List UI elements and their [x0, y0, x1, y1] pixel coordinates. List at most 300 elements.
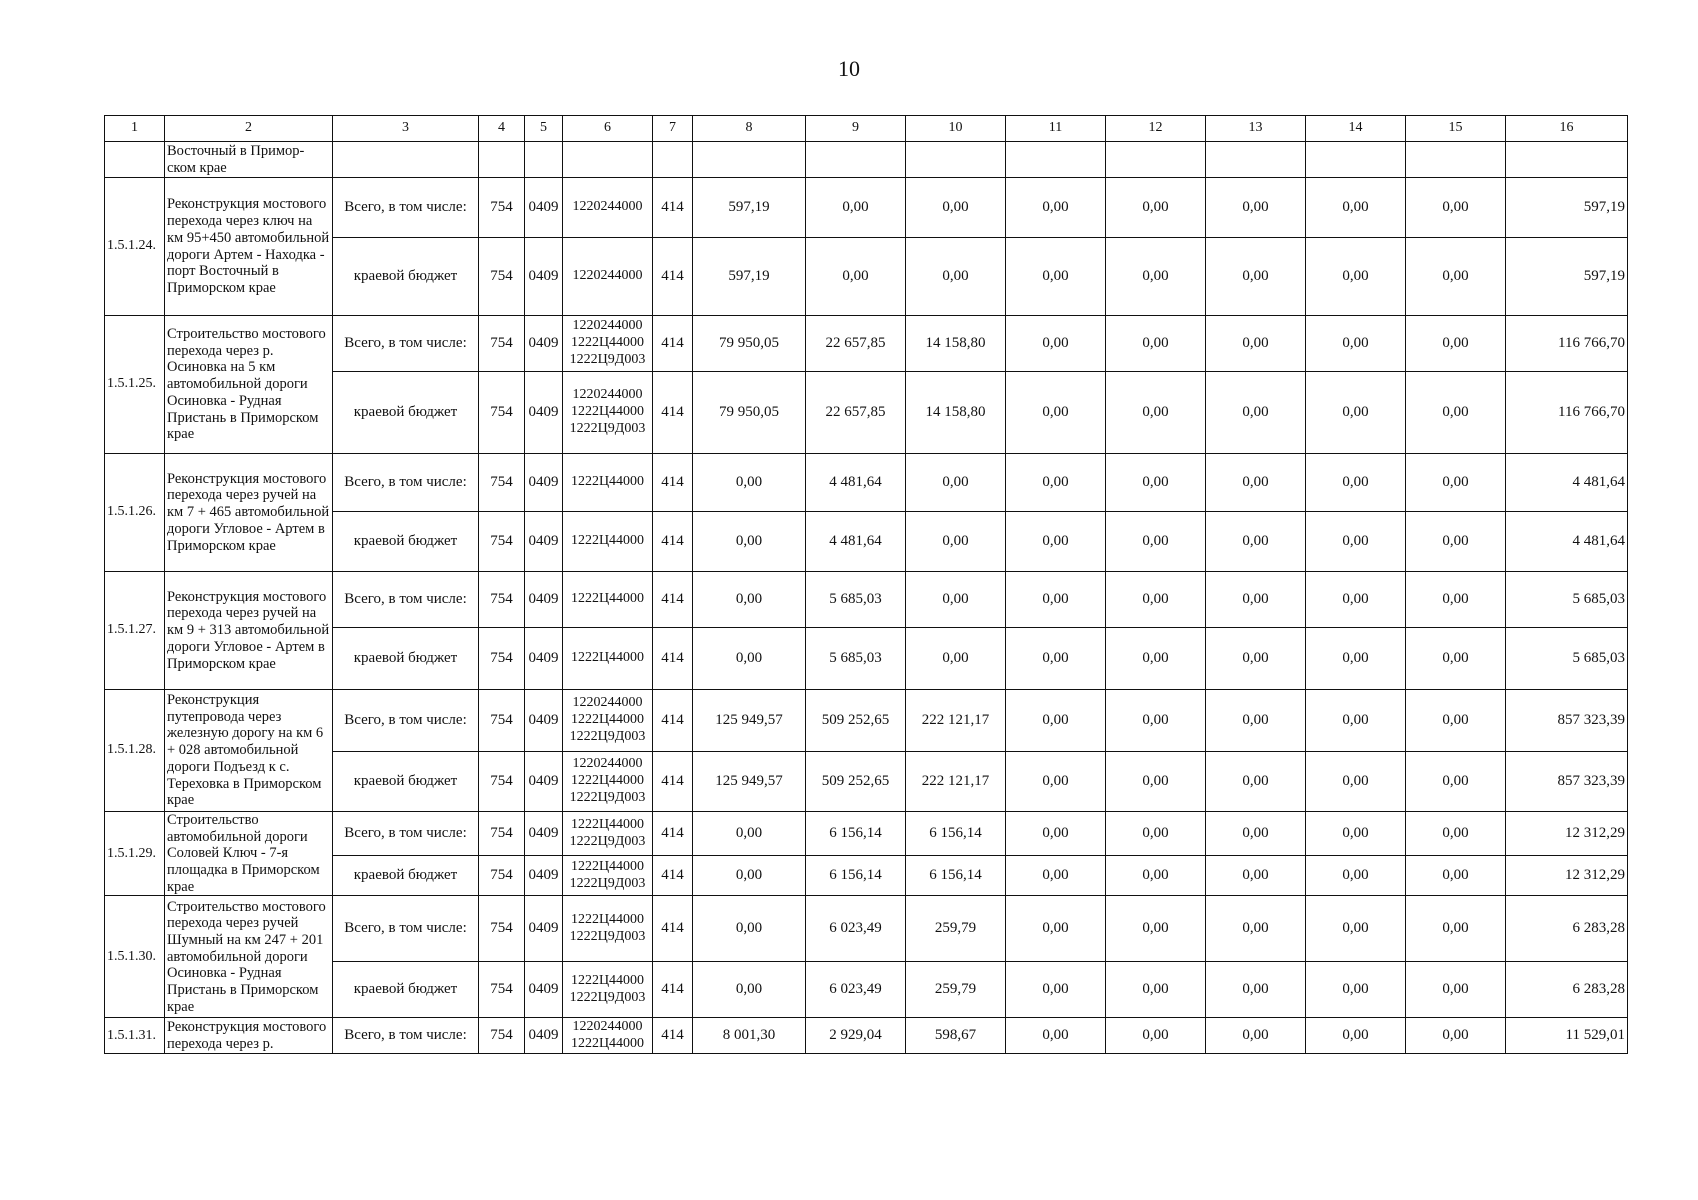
target-article-line: 1220244000	[572, 318, 643, 334]
year-value: 0,00	[1306, 962, 1406, 1018]
year-value: 4 481,64	[806, 512, 906, 572]
target-article-code	[563, 512, 653, 572]
year-value: 0,00	[1206, 690, 1306, 752]
section-code: 0409	[525, 178, 563, 238]
target-article-code	[563, 454, 653, 512]
total-value: 4 481,64	[1506, 454, 1628, 512]
year-value: 0,00	[1106, 572, 1206, 628]
year-value: 0,00	[1106, 316, 1206, 372]
empty-cell	[525, 142, 563, 178]
table-row	[105, 812, 1628, 856]
section-code: 0409	[525, 238, 563, 316]
budget-table	[104, 115, 1628, 1054]
year-value: 0,00	[1106, 512, 1206, 572]
target-article-code	[563, 812, 653, 856]
target-article-line: 1222Ц9Д003	[569, 928, 646, 944]
header-row	[105, 116, 1628, 142]
year-value: 0,00	[1106, 1018, 1206, 1054]
total-value: 12 312,29	[1506, 856, 1628, 896]
target-article-code	[563, 690, 653, 752]
item-code: 1.5.1.27.	[105, 572, 165, 690]
expense-type-code: 414	[653, 896, 693, 962]
table-row	[105, 316, 1628, 372]
funding-source: Всего, в том числе:	[333, 454, 479, 512]
section-code: 0409	[525, 752, 563, 812]
total-value: 597,19	[1506, 178, 1628, 238]
year-value: 0,00	[693, 896, 806, 962]
target-article-line: 1222Ц44000	[570, 973, 645, 989]
target-article-line: 1222Ц9Д003	[569, 351, 646, 367]
year-value: 0,00	[1406, 178, 1506, 238]
table-body	[105, 142, 1628, 1054]
year-value: 0,00	[1106, 690, 1206, 752]
total-value: 5 685,03	[1506, 572, 1628, 628]
item-code: 1.5.1.26.	[105, 454, 165, 572]
year-value: 0,00	[1306, 752, 1406, 812]
empty-cell	[333, 142, 479, 178]
year-value: 0,00	[906, 454, 1006, 512]
year-value: 0,00	[1006, 1018, 1106, 1054]
year-value: 0,00	[806, 238, 906, 316]
target-article-line: 1222Ц9Д003	[569, 728, 646, 744]
year-value: 5 685,03	[806, 572, 906, 628]
item-name: Реконструкция путепровода через железную дорогу на км 6 + 028 автомобильной дороги Подъезд к с. Тереховка в Приморском крае	[165, 690, 333, 812]
expense-type-code: 414	[653, 812, 693, 856]
year-value: 0,00	[1206, 454, 1306, 512]
year-value: 0,00	[1406, 512, 1506, 572]
header-cell: 11	[1006, 116, 1106, 142]
year-value: 0,00	[1206, 1018, 1306, 1054]
funding-source: краевой бюджет	[333, 752, 479, 812]
ministry-code: 754	[479, 178, 525, 238]
header-cell: 2	[165, 116, 333, 142]
expense-type-code: 414	[653, 372, 693, 454]
year-value: 0,00	[806, 178, 906, 238]
year-value: 0,00	[1206, 962, 1306, 1018]
year-value: 0,00	[1106, 178, 1206, 238]
section-code: 0409	[525, 962, 563, 1018]
ministry-code: 754	[479, 690, 525, 752]
ministry-code: 754	[479, 316, 525, 372]
item-code: 1.5.1.31.	[105, 1018, 165, 1054]
year-value: 0,00	[1306, 812, 1406, 856]
page-number: 10	[838, 56, 860, 81]
funding-source: краевой бюджет	[333, 238, 479, 316]
target-article-code	[563, 628, 653, 690]
year-value: 6 156,14	[806, 812, 906, 856]
total-value: 11 529,01	[1506, 1018, 1628, 1054]
table-row	[105, 372, 1628, 454]
year-value: 0,00	[1306, 690, 1406, 752]
ministry-code: 754	[479, 372, 525, 454]
year-value: 0,00	[1006, 372, 1106, 454]
year-value: 0,00	[1006, 238, 1106, 316]
target-article-line: 1222Ц44000	[570, 650, 645, 666]
expense-type-code: 414	[653, 856, 693, 896]
table-row	[105, 752, 1628, 812]
year-value: 0,00	[1006, 962, 1106, 1018]
empty-cell	[1406, 142, 1506, 178]
ministry-code: 754	[479, 856, 525, 896]
total-value: 4 481,64	[1506, 512, 1628, 572]
section-code: 0409	[525, 856, 563, 896]
year-value: 0,00	[1406, 454, 1506, 512]
year-value: 0,00	[1306, 1018, 1406, 1054]
year-value: 0,00	[1206, 752, 1306, 812]
ministry-code: 754	[479, 1018, 525, 1054]
target-article-code	[563, 752, 653, 812]
table-row	[105, 178, 1628, 238]
year-value: 6 156,14	[906, 812, 1006, 856]
year-value: 222 121,17	[906, 690, 1006, 752]
section-code: 0409	[525, 690, 563, 752]
item-name: Строительство мостового перехода через ручей Шумный на км 247 + 201 автомобильной дороги Осиновка - Рудная Пристань в Приморском крае	[165, 896, 333, 1018]
target-article-code	[563, 856, 653, 896]
year-value: 0,00	[693, 856, 806, 896]
empty-cell	[1306, 142, 1406, 178]
expense-type-code: 414	[653, 690, 693, 752]
year-value: 509 252,65	[806, 752, 906, 812]
year-value: 0,00	[1106, 454, 1206, 512]
section-code: 0409	[525, 372, 563, 454]
year-value: 222 121,17	[906, 752, 1006, 812]
target-article-line: 1222Ц44000	[570, 474, 645, 490]
section-code: 0409	[525, 1018, 563, 1054]
expense-type-code: 414	[653, 238, 693, 316]
header-cell: 6	[563, 116, 653, 142]
item-name: Реконструкция мостового перехода через р.	[165, 1018, 333, 1054]
funding-source: Всего, в том числе:	[333, 896, 479, 962]
item-code: 1.5.1.25.	[105, 316, 165, 454]
target-article-line: 1222Ц44000	[570, 335, 645, 351]
year-value: 22 657,85	[806, 372, 906, 454]
funding-source: краевой бюджет	[333, 856, 479, 896]
year-value: 125 949,57	[693, 752, 806, 812]
year-value: 0,00	[693, 812, 806, 856]
year-value: 597,19	[693, 238, 806, 316]
year-value: 0,00	[1106, 628, 1206, 690]
expense-type-code: 414	[653, 962, 693, 1018]
target-article-line: 1220244000	[572, 387, 643, 403]
continuation-name: Восточный в Примор-ском крае	[165, 142, 333, 178]
target-article-code	[563, 316, 653, 372]
empty-cell	[1106, 142, 1206, 178]
header-cell: 9	[806, 116, 906, 142]
year-value: 14 158,80	[906, 316, 1006, 372]
total-value: 597,19	[1506, 238, 1628, 316]
year-value: 0,00	[1306, 628, 1406, 690]
ministry-code: 754	[479, 512, 525, 572]
year-value: 0,00	[906, 178, 1006, 238]
target-article-line: 1220244000	[572, 268, 643, 284]
empty-cell	[1206, 142, 1306, 178]
target-article-line: 1222Ц44000	[570, 404, 645, 420]
year-value: 0,00	[1006, 690, 1106, 752]
item-code: 1.5.1.28.	[105, 690, 165, 812]
item-code: 1.5.1.24.	[105, 178, 165, 316]
table-row	[105, 856, 1628, 896]
year-value: 0,00	[1206, 238, 1306, 316]
year-value: 0,00	[693, 454, 806, 512]
ministry-code: 754	[479, 812, 525, 856]
item-name: Реконструкция мостового перехода через ручей на км 7 + 465 автомобильной дороги Угловое - Артем в Приморском крае	[165, 454, 333, 572]
header-cell: 10	[906, 116, 1006, 142]
expense-type-code: 414	[653, 512, 693, 572]
year-value: 79 950,05	[693, 316, 806, 372]
target-article-line: 1222Ц44000	[570, 533, 645, 549]
section-code: 0409	[525, 896, 563, 962]
ministry-code: 754	[479, 962, 525, 1018]
funding-source: Всего, в том числе:	[333, 572, 479, 628]
year-value: 0,00	[1206, 372, 1306, 454]
target-article-code	[563, 896, 653, 962]
header-cell: 13	[1206, 116, 1306, 142]
empty-cell	[806, 142, 906, 178]
target-article-line: 1222Ц9Д003	[569, 789, 646, 805]
header-cell: 1	[105, 116, 165, 142]
year-value: 14 158,80	[906, 372, 1006, 454]
year-value: 0,00	[1306, 238, 1406, 316]
table-row	[105, 628, 1628, 690]
empty-cell	[563, 142, 653, 178]
target-article-line: 1220244000	[572, 695, 643, 711]
funding-source: Всего, в том числе:	[333, 1018, 479, 1054]
code-cell	[105, 142, 165, 178]
header-cell: 4	[479, 116, 525, 142]
year-value: 0,00	[1106, 896, 1206, 962]
year-value: 6 156,14	[906, 856, 1006, 896]
item-name: Реконструкция мостового перехода через ручей на км 9 + 313 автомобильной дороги Угловое - Артем в Приморском крае	[165, 572, 333, 690]
item-name: Строительство автомобильной дороги Соловей Ключ - 7-я площадка в Приморском крае	[165, 812, 333, 896]
target-article-code	[563, 372, 653, 454]
target-article-line: 1222Ц9Д003	[569, 875, 646, 891]
item-code: 1.5.1.29.	[105, 812, 165, 896]
year-value: 22 657,85	[806, 316, 906, 372]
year-value: 0,00	[1306, 316, 1406, 372]
expense-type-code: 414	[653, 572, 693, 628]
expense-type-code: 414	[653, 752, 693, 812]
expense-type-code: 414	[653, 178, 693, 238]
funding-source: краевой бюджет	[333, 372, 479, 454]
funding-source: краевой бюджет	[333, 962, 479, 1018]
year-value: 0,00	[1306, 896, 1406, 962]
year-value: 0,00	[1106, 962, 1206, 1018]
item-code: 1.5.1.30.	[105, 896, 165, 1018]
year-value: 0,00	[1006, 572, 1106, 628]
total-value: 5 685,03	[1506, 628, 1628, 690]
year-value: 0,00	[906, 628, 1006, 690]
year-value: 0,00	[1406, 812, 1506, 856]
target-article-line: 1222Ц9Д003	[569, 989, 646, 1005]
empty-cell	[479, 142, 525, 178]
year-value: 0,00	[1406, 572, 1506, 628]
year-value: 0,00	[1006, 896, 1106, 962]
year-value: 5 685,03	[806, 628, 906, 690]
year-value: 125 949,57	[693, 690, 806, 752]
header-cell: 5	[525, 116, 563, 142]
year-value: 0,00	[1306, 372, 1406, 454]
header-cell: 7	[653, 116, 693, 142]
year-value: 597,19	[693, 178, 806, 238]
year-value: 0,00	[1406, 372, 1506, 454]
target-article-code	[563, 962, 653, 1018]
year-value: 0,00	[1006, 812, 1106, 856]
target-article-line: 1222Ц44000	[570, 773, 645, 789]
year-value: 0,00	[693, 962, 806, 1018]
total-value: 857 323,39	[1506, 752, 1628, 812]
section-code: 0409	[525, 628, 563, 690]
table-row	[105, 238, 1628, 316]
year-value: 2 929,04	[806, 1018, 906, 1054]
header-cell: 14	[1306, 116, 1406, 142]
header-cell: 15	[1406, 116, 1506, 142]
year-value: 0,00	[1206, 572, 1306, 628]
table-row	[105, 962, 1628, 1018]
year-value: 0,00	[906, 572, 1006, 628]
total-value: 116 766,70	[1506, 316, 1628, 372]
item-name: Реконструкция мостового перехода через ключ на км 95+450 автомобильной дороги Артем - Находка - порт Восточный в Приморском крае	[165, 178, 333, 316]
target-article-line: 1220244000	[572, 1019, 643, 1035]
target-article-line: 1222Ц44000	[570, 859, 645, 875]
year-value: 0,00	[906, 512, 1006, 572]
year-value: 0,00	[693, 512, 806, 572]
year-value: 0,00	[1006, 512, 1106, 572]
year-value: 0,00	[1106, 812, 1206, 856]
empty-cell	[653, 142, 693, 178]
total-value: 6 283,28	[1506, 962, 1628, 1018]
year-value: 0,00	[1206, 628, 1306, 690]
year-value: 0,00	[1406, 856, 1506, 896]
funding-source: Всего, в том числе:	[333, 690, 479, 752]
header-cell: 3	[333, 116, 479, 142]
year-value: 0,00	[1306, 454, 1406, 512]
year-value: 0,00	[1206, 316, 1306, 372]
target-article-code	[563, 178, 653, 238]
target-article-line: 1222Ц44000	[570, 912, 645, 928]
target-article-code	[563, 1018, 653, 1054]
empty-cell	[1006, 142, 1106, 178]
funding-source: Всего, в том числе:	[333, 812, 479, 856]
target-article-line: 1222Ц44000	[570, 591, 645, 607]
year-value: 0,00	[1306, 512, 1406, 572]
year-value: 0,00	[1006, 752, 1106, 812]
expense-type-code: 414	[653, 1018, 693, 1054]
year-value: 0,00	[1206, 178, 1306, 238]
year-value: 0,00	[1006, 178, 1106, 238]
year-value: 6 023,49	[806, 962, 906, 1018]
empty-cell	[906, 142, 1006, 178]
header-cell: 16	[1506, 116, 1628, 142]
total-value: 116 766,70	[1506, 372, 1628, 454]
section-code: 0409	[525, 812, 563, 856]
funding-source: краевой бюджет	[333, 628, 479, 690]
year-value: 0,00	[1006, 628, 1106, 690]
table-row	[105, 1018, 1628, 1054]
year-value: 4 481,64	[806, 454, 906, 512]
target-article-line: 1222Ц44000	[570, 816, 645, 832]
year-value: 0,00	[1106, 856, 1206, 896]
table-row	[105, 572, 1628, 628]
year-value: 598,67	[906, 1018, 1006, 1054]
target-article-line: 1222Ц9Д003	[569, 833, 646, 849]
target-article-code	[563, 238, 653, 316]
year-value: 0,00	[1306, 178, 1406, 238]
target-article-code	[563, 572, 653, 628]
target-article-line: 1220244000	[572, 756, 643, 772]
target-article-line: 1222Ц44000	[570, 1035, 645, 1051]
header-cell: 12	[1106, 116, 1206, 142]
year-value: 0,00	[1206, 896, 1306, 962]
expense-type-code: 414	[653, 316, 693, 372]
empty-cell	[693, 142, 806, 178]
year-value: 0,00	[1406, 628, 1506, 690]
total-value: 857 323,39	[1506, 690, 1628, 752]
year-value: 509 252,65	[806, 690, 906, 752]
year-value: 0,00	[1106, 752, 1206, 812]
year-value: 0,00	[1106, 372, 1206, 454]
section-code: 0409	[525, 572, 563, 628]
year-value: 0,00	[1306, 856, 1406, 896]
year-value: 0,00	[1406, 896, 1506, 962]
year-value: 0,00	[693, 628, 806, 690]
target-article-line: 1222Ц9Д003	[569, 420, 646, 436]
year-value: 6 023,49	[806, 896, 906, 962]
table-row	[105, 512, 1628, 572]
year-value: 0,00	[1006, 316, 1106, 372]
year-value: 259,79	[906, 962, 1006, 1018]
year-value: 0,00	[1406, 752, 1506, 812]
table-row	[105, 454, 1628, 512]
year-value: 0,00	[1206, 512, 1306, 572]
year-value: 0,00	[906, 238, 1006, 316]
item-name: Строительство мостового перехода через р. Осиновка на 5 км автомобильной дороги Осиновка - Рудная Пристань в Приморском крае	[165, 316, 333, 454]
table-row	[105, 896, 1628, 962]
year-value: 0,00	[1006, 454, 1106, 512]
year-value: 0,00	[1406, 690, 1506, 752]
ministry-code: 754	[479, 238, 525, 316]
empty-cell	[1506, 142, 1628, 178]
year-value: 0,00	[1406, 238, 1506, 316]
year-value: 0,00	[1306, 572, 1406, 628]
section-code: 0409	[525, 316, 563, 372]
year-value: 79 950,05	[693, 372, 806, 454]
year-value: 0,00	[1406, 962, 1506, 1018]
table-row	[105, 690, 1628, 752]
ministry-code: 754	[479, 454, 525, 512]
target-article-line: 1220244000	[572, 199, 643, 215]
year-value: 0,00	[1106, 238, 1206, 316]
year-value: 0,00	[1006, 856, 1106, 896]
year-value: 0,00	[1406, 316, 1506, 372]
year-value: 0,00	[1406, 1018, 1506, 1054]
total-value: 6 283,28	[1506, 896, 1628, 962]
year-value: 259,79	[906, 896, 1006, 962]
year-value: 0,00	[693, 572, 806, 628]
year-value: 0,00	[1206, 856, 1306, 896]
section-code: 0409	[525, 512, 563, 572]
target-article-line: 1222Ц44000	[570, 712, 645, 728]
funding-source: Всего, в том числе:	[333, 178, 479, 238]
expense-type-code: 414	[653, 454, 693, 512]
header-cell: 8	[693, 116, 806, 142]
expense-type-code: 414	[653, 628, 693, 690]
funding-source: краевой бюджет	[333, 512, 479, 572]
year-value: 8 001,30	[693, 1018, 806, 1054]
total-value: 12 312,29	[1506, 812, 1628, 856]
year-value: 6 156,14	[806, 856, 906, 896]
ministry-code: 754	[479, 572, 525, 628]
continuation-row	[105, 142, 1628, 178]
